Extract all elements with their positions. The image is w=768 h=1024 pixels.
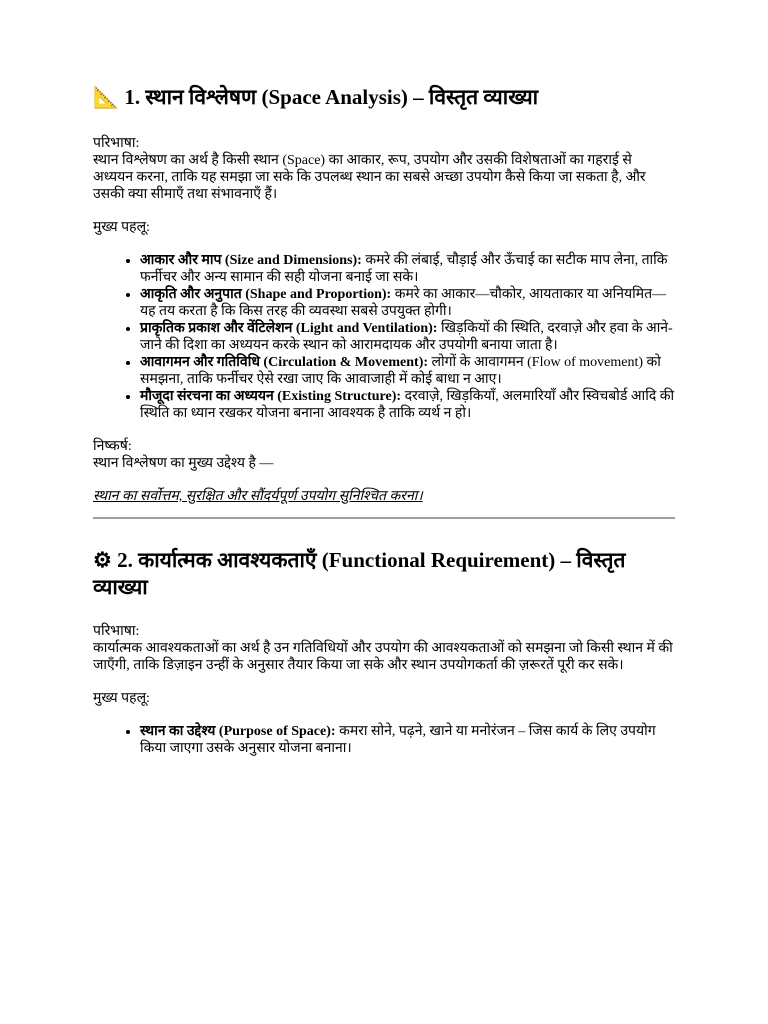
list-item-title: आवागमन और गतिविधि (Circulation & Movement): — [140, 355, 429, 370]
aspects-list — [93, 252, 675, 422]
list-item-title: मौजूदा संरचना का अध्ययन (Existing Structure): — [140, 389, 402, 404]
list-item-text: कमरे का आकार—चौकोर, आयताकार या अनियमित—यह तय करता है कि किस तरह की व्यवस्था सबसे उपयुक्त होगी। — [140, 287, 667, 319]
document-page — [93, 84, 675, 773]
definition-text: कार्यात्मक आवश्यकताओं का अर्थ है उन गतिविधियों और उपयोग की आवश्यकताओं को समझना जो किसी स्थान में की जाएँगी, ताकि डिज़ाइन उन्हीं के अनुसार तैयार किया जा सके और स्थान उपयोगकर्ता की ज़रूरतें पूरी कर सके। — [93, 641, 673, 673]
section-1-heading: 📐 1. स्थान विश्लेषण (Space Analysis) – विस्तृत व्याख्या — [93, 85, 539, 109]
list-item-text: खिड़कियों की स्थिति, दरवाज़े और हवा के आने-जाने की दिशा का अध्ययन करके स्थान को आरामदायक और उपयोगी बनाया जाता है। — [140, 321, 673, 353]
list-item-title: आकृति और अनुपात (Shape and Proportion): — [140, 287, 392, 302]
list-item-title: आकार और माप (Size and Dimensions): — [140, 253, 362, 268]
list-item — [140, 252, 675, 286]
list-item-title: प्राकृतिक प्रकाश और वेंटिलेशन (Light and Ventilation): — [140, 321, 438, 336]
list-item — [140, 723, 675, 757]
aspects-label: मुख्य पहलू: — [93, 220, 150, 235]
aspects-list — [93, 723, 675, 757]
conclusion-label: निष्कर्ष: — [93, 439, 132, 454]
list-item-text: कमरे की लंबाई, चौड़ाई और ऊँचाई का सटीक माप लेना, ताकि फर्नीचर और अन्य सामान की सही योजना बनाई जा सके। — [140, 253, 668, 285]
section-space-analysis — [93, 84, 675, 505]
aspects-label: मुख्य पहलू: — [93, 691, 150, 706]
list-item — [140, 286, 675, 320]
definition-label: परिभाषा: — [93, 624, 140, 639]
conclusion-quote: स्थान का सर्वोत्तम, सुरक्षित और सौंदर्यपूर्ण उपयोग सुनिश्चित करना। — [93, 489, 423, 504]
list-item — [140, 320, 675, 354]
list-item-text: लोगों के आवागमन (Flow of movement) को समझना, ताकि फर्नीचर ऐसे रखा जाए कि आवाजाही में कोई बाधा न आए। — [140, 355, 661, 387]
definition-text: स्थान विश्लेषण का अर्थ है किसी स्थान (Space) का आकार, रूप, उपयोग और उसकी विशेषताओं का गहराई से अध्ययन करना, ताकि यह समझा जा सके कि उपलब्ध स्थान का सबसे अच्छा उपयोग कैसे किया जा सकता है, और उसकी क्या सीमाएँ तथा संभावनाएँ हैं। — [93, 153, 646, 202]
list-item — [140, 354, 675, 388]
list-item-title: स्थान का उद्देश्य (Purpose of Space): — [140, 724, 336, 739]
definition-label: परिभाषा: — [93, 136, 140, 151]
list-item-text: दरवाज़े, खिड़कियाँ, अलमारियाँ और स्विचबोर्ड आदि की स्थिति का ध्यान रखकर योजना बनाना आवश्यक है ताकि व्यर्थ न हो। — [140, 389, 675, 421]
list-item — [140, 388, 675, 422]
list-item-text: कमरा सोने, पढ़ने, खाने या मनोरंजन – जिस कार्य के लिए उपयोग किया जाएगा उसके अनुसार योजना बनाना। — [140, 724, 656, 756]
section-functional-requirement — [93, 547, 675, 757]
conclusion-text: स्थान विश्लेषण का मुख्य उद्देश्य है — — [93, 456, 274, 471]
section-divider — [93, 517, 675, 519]
section-2-heading: ⚙ 2. कार्यात्मक आवश्यकताएँ (Functional Requirement) – विस्तृत व्याख्या — [93, 548, 626, 599]
